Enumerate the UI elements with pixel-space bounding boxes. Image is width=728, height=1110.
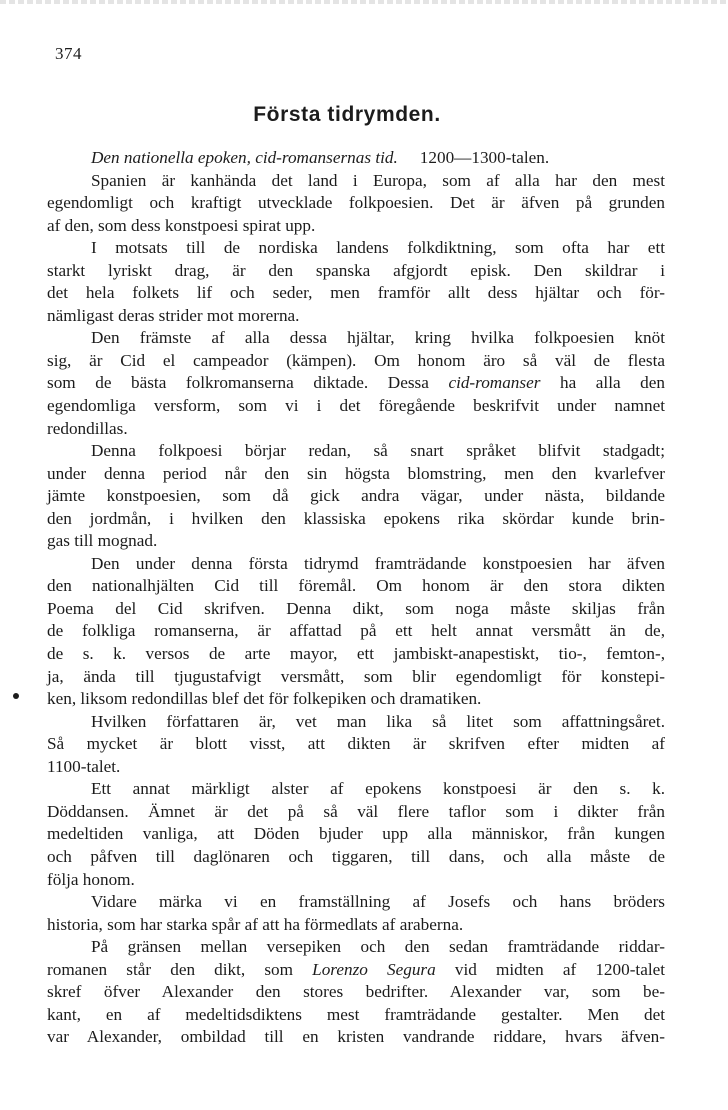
text-line: var Alexander, ombildad till en kristen vandrande riddare, hvars äfven- — [47, 1027, 665, 1047]
text-segment: romanen står den dikt, som — [47, 959, 313, 979]
text-segment: ha alla den — [540, 373, 665, 393]
text-line: den nationalhjälten Cid till föremål. Om honom är den stora dikten — [47, 576, 665, 596]
text-line: Vidare märka vi en framställning af Josefs och hans bröders — [91, 892, 665, 912]
text-line: Så mycket är blott visst, att dikten är skrifven efter midten af — [47, 734, 665, 754]
text-line: under denna period når den sin högsta blomstring, men den kvarlefver — [47, 463, 665, 483]
text-line: kant, en af medeltidsdiktens mest framträdande gestalter. Men det — [47, 1004, 665, 1024]
text-line: den jordmån, i hvilken den klassiska epokens rika skördar kunde brin- — [47, 508, 665, 528]
section-heading-line — [47, 147, 665, 170]
text-line: I motsats till de nordiska landens folkdiktning, som ofta har ett — [91, 238, 665, 258]
text-line-mixed — [47, 959, 665, 982]
text-line: Spanien är kanhända det land i Europa, som af alla har den mest — [91, 170, 665, 190]
text-line: skref öfver Alexander den stores bedrifter. Alexander var, som be- — [47, 982, 665, 1002]
text-line: och påfven till daglönaren och tiggaren, till dans, och alla måste de — [47, 846, 665, 866]
text-line: historia, som har starka spår af att ha förmedlats af araberna. — [47, 914, 464, 934]
text-line: af den, som dess konstpoesi spirat upp. — [47, 215, 316, 235]
text-line: de folkliga romanserna, är affattad på ett helt annat versmått än de, — [47, 621, 665, 641]
text-line: starkt lyriskt drag, är den spanska afgjordt episk. Den skildrar i — [47, 260, 665, 280]
scan-edge — [0, 0, 728, 4]
page-number: 374 — [55, 44, 82, 63]
epoch-heading: Den nationella epoken, cid-romansernas tid. — [91, 148, 398, 167]
text-line-mixed — [47, 372, 665, 395]
chapter-title: Första tidrymden. — [253, 103, 441, 126]
text-line: Hvilken författaren är, vet man lika så litet som affattningsåret. — [91, 711, 665, 731]
text-line: egendomliga versform, som vi i det föregående beskrifvit under namnet — [47, 396, 665, 416]
text-segment: som de bästa folkromanserna diktade. Dessa — [47, 373, 449, 393]
body-text — [47, 147, 665, 1049]
text-line: medeltiden vanliga, att Döden bjuder upp alla människor, från kungen — [47, 824, 665, 844]
text-line: följa honom. — [47, 869, 135, 889]
margin-dot — [13, 693, 19, 699]
text-line: Den under denna första tidrymd framträdande konstpoesien har äfven — [91, 553, 665, 573]
text-line: det hela folkets lif och seder, men framför allt dess hjältar och för- — [47, 283, 665, 303]
text-line: jämte konstpoesien, som då gick andra vägar, under nästa, bildande — [47, 486, 665, 506]
text-line: Ett annat märkligt alster af epokens konstpoesi är den s. k. — [91, 779, 665, 799]
text-line: ja, ända till tjugustafvigt versmått, som blir egendomligt för konstepi- — [47, 666, 665, 686]
text-line: redondillas. — [47, 418, 128, 438]
text-segment: vid midten af 1200-talet — [435, 959, 665, 979]
text-line: På gränsen mellan versepiken och den sedan framträdande riddar- — [91, 937, 665, 957]
text-line: nämligast deras strider mot morerna. — [47, 305, 300, 325]
text-line: gas till mognad. — [47, 531, 158, 551]
text-line: ken, liksom redondillas blef det för folkepiken och dramatiken. — [47, 689, 482, 709]
text-line: sig, är Cid el campeador (kämpen). Om honom äro så väl de flesta — [47, 350, 665, 370]
italic-term: cid-romanser — [448, 373, 541, 393]
text-line: Poema del Cid skrifven. Denna dikt, som noga måste skiljas från — [47, 598, 665, 618]
text-line: Denna folkpoesi börjar redan, så snart språket blifvit stadgadt; — [91, 441, 665, 461]
text-line: de s. k. versos de arte mayor, ett jambiskt-anapestiskt, tio-, femton-, — [47, 644, 665, 664]
text-line: Den främste af alla dessa hjältar, kring hvilka folkpoesien knöt — [91, 328, 665, 348]
italic-name: Lorenzo Segura — [312, 959, 436, 979]
text-line: egendomligt och kraftigt utvecklade folkpoesien. Det är äfven på grunden — [47, 193, 665, 213]
text-line: 1100-talet. — [47, 756, 121, 776]
text-line: Döddansen. Ämnet är det på så väl flere taflor som i dikter från — [47, 801, 665, 821]
period-heading: 1200—1300-talen. — [419, 148, 550, 167]
